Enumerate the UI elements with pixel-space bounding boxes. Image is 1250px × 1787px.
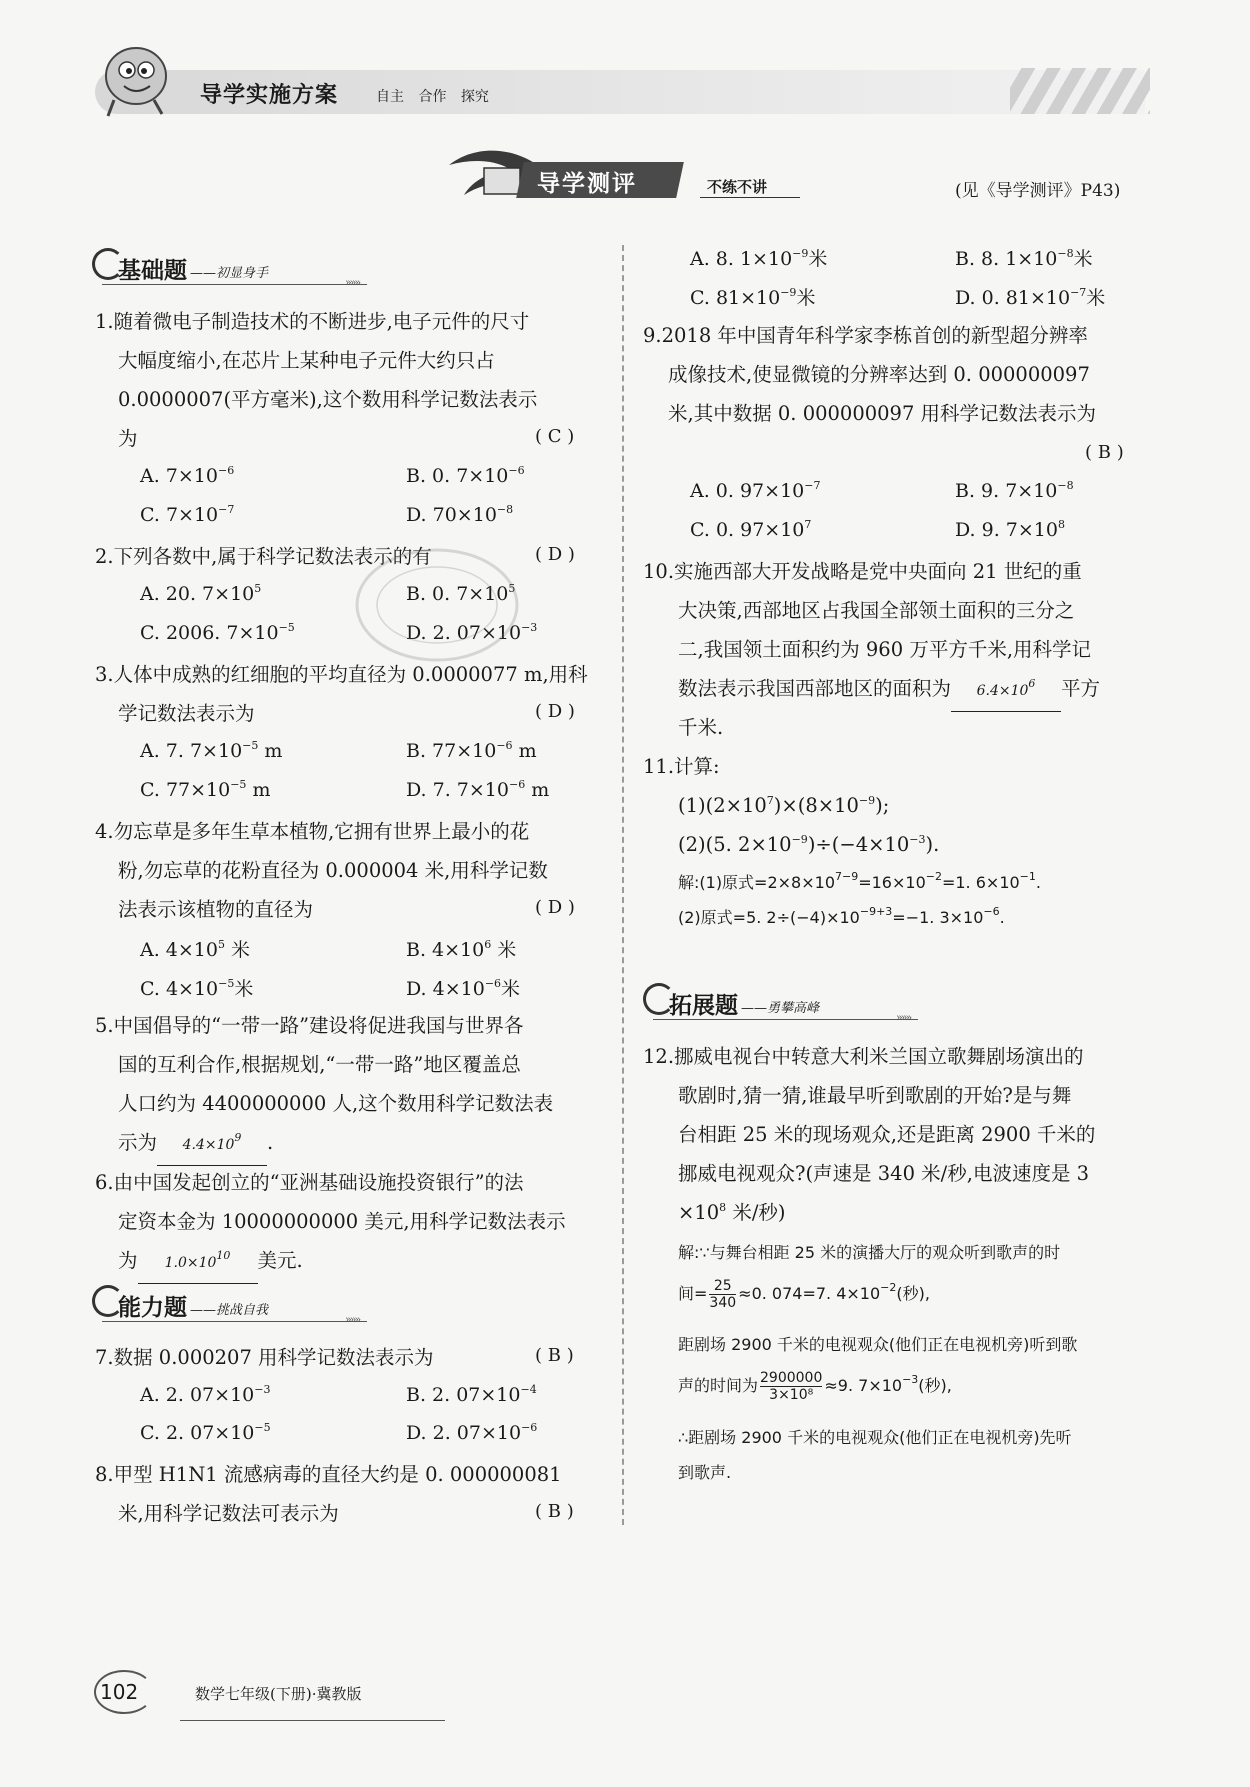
- q8-option-c: C. $81\times 10^{-9}$米: [690, 286, 816, 309]
- q9-option-a: A. 0. $97\times 10^{-7}$: [690, 479, 821, 502]
- section-ability-title: 能力题: [118, 1295, 187, 1321]
- q12-line4: 挪威电视观众?(声速是 340 米/秒,电波速度是 3: [678, 1162, 1090, 1185]
- q3-option-a: A. 7. $7\times 10^{-5}$ m: [140, 739, 283, 762]
- page-number: 102: [100, 1680, 139, 1704]
- section-extend-underline: [653, 1019, 918, 1020]
- q3-line1: 3.人体中成熟的红细胞的平均直径为 0.0000077 m,用科: [95, 663, 588, 686]
- section-ability-subtitle: ——挑战自我: [190, 1303, 269, 1318]
- q9-answer: ( B ): [1085, 442, 1124, 463]
- q1-line2: 大幅度缩小,在芯片上某种电子元件大约只占: [118, 349, 495, 372]
- q7-option-c: C. 2. $07\times 10^{-5}$: [140, 1421, 271, 1444]
- q5-line3: 人口约为 4400000000 人,这个数用科学记数法表: [118, 1092, 554, 1115]
- q8-option-b: B. 8. $1\times 10^{-8}$米: [955, 247, 1093, 270]
- section-arrow-icon: »»»: [896, 1011, 911, 1024]
- q4-option-b: B. $4\times 10^6$ 米: [406, 938, 517, 961]
- q9-option-c: C. 0. $97\times 10^7$: [690, 518, 812, 541]
- section-extend-subtitle: ——勇攀高峰: [741, 1001, 820, 1016]
- q4-line3: 法表示该植物的直径为: [118, 898, 314, 921]
- q4-answer: ( D ): [535, 897, 575, 918]
- q2-line1: 2.下列各数中,属于科学记数法表示的有: [95, 545, 432, 568]
- q9-option-b: B. 9. $7\times 10^{-8}$: [955, 479, 1074, 502]
- q12-solution5: ∴距剧场 2900 千米的电视观众(他们正在电视机旁)先听: [678, 1428, 1072, 1447]
- q11-line1: 11.计算:: [643, 755, 720, 778]
- q9-line2: 成像技术,使显微镜的分辨率达到 0. 000000097: [668, 363, 1090, 386]
- q8-line1: 8.甲型 H1N1 流感病毒的直径大约是 0. 000000081: [95, 1463, 562, 1486]
- q8-option-a: A. 8. $1\times 10^{-9}$米: [690, 247, 828, 270]
- q12-line5: $\times 10^8$ 米/秒): [678, 1201, 786, 1224]
- q11-solution2: (2)原式=5. $2\div(-4)\times 10^{-9+3}=-1$. $3\times 10^{-6}$.: [678, 905, 1005, 927]
- q12-solution2: 间= $\frac{25}{340}$ ≈0. 074=7. $4\times 10^{-2}$(秒),: [678, 1278, 930, 1311]
- section-basic-subtitle: ——初显身手: [190, 266, 269, 281]
- q1-option-b: B. 0. $7\times 10^{-6}$: [406, 464, 525, 487]
- q8-option-d: D. 0. $81\times 10^{-7}$米: [955, 286, 1106, 309]
- section-basic-underline: [102, 284, 367, 285]
- q4-line1: 4.勿忘草是多年生草本植物,它拥有世界上最小的花: [95, 820, 530, 843]
- q4-option-c: C. $4\times 10^{-5}$米: [140, 977, 254, 1000]
- q6-blank: $1.0\times 10^{10}$: [138, 1244, 258, 1284]
- banner-underline: [700, 197, 800, 198]
- q1-option-a: A. $7\times 10^{-6}$: [140, 464, 235, 487]
- q8-line2: 米,用科学记数法可表示为: [118, 1502, 339, 1525]
- header-stripes: [1010, 68, 1150, 114]
- q2-option-b: B. 0. $7\times 10^5$: [406, 582, 516, 605]
- q12-line1: 12.挪威电视台中转意大利米兰国立歌舞剧场演出的: [643, 1045, 1084, 1068]
- q11-part2: (2)(5. $2\times 10^{-9})\div(-4\times 10^{-3})$.: [678, 833, 940, 856]
- q12-line2: 歌剧时,猜一猜,谁最早听到歌剧的开始?是与舞: [678, 1084, 1072, 1107]
- q11-part1: $(1)(2\times 10^7)\times(8\times 10^{-9})$;: [678, 794, 890, 817]
- q10-blank: $6.4\times 10^6$: [951, 672, 1061, 712]
- q1-line1: 1.随着微电子制造技术的不断进步,电子元件的尺寸: [95, 310, 530, 333]
- q6-line3: 为 $1.0\times 10^{10}$ 美元.: [118, 1241, 303, 1284]
- q5-line1: 5.中国倡导的“一带一路”建设将促进我国与世界各: [95, 1014, 524, 1037]
- q12-solution3: 距剧场 2900 千米的电视观众(他们正在电视机旁)听到歌: [678, 1335, 1078, 1354]
- header-subtitle: 自主 合作 探究: [376, 89, 489, 105]
- q11-solution1: 解:(1)原式$=2\times 8\times 10^{7-9}=16\times 10^{-2}=1$. $6\times 10^{-1}$.: [678, 870, 1041, 892]
- q1-option-d: D. $70\times 10^{-8}$: [406, 503, 514, 526]
- q9-line1: 9.2018 年中国青年科学家李栋首创的新型超分辨率: [643, 324, 1088, 347]
- q7-option-a: A. 2. $07\times 10^{-3}$: [140, 1383, 271, 1406]
- section-ability-underline: [102, 1321, 367, 1322]
- q12-solution4: 声的时间为 $\frac{2900000}{\text{3×10⁸}}$ ≈9. $7\times 10^{-3}$(秒),: [678, 1370, 952, 1403]
- q10-line4: 数法表示我国西部地区的面积为 $6.4\times 10^6$ 平方: [678, 669, 1100, 712]
- banner-reference: (见《导学测评》P43): [955, 181, 1121, 201]
- mascot-icon: [96, 38, 178, 120]
- q9-option-d: D. 9. $7\times 10^8$: [955, 518, 1065, 541]
- q7-option-d: D. 2. $07\times 10^{-6}$: [406, 1421, 538, 1444]
- q2-option-c: C. 2006. $7\times 10^{-5}$: [140, 621, 295, 644]
- q3-option-c: C. $77\times 10^{-5}$ m: [140, 778, 271, 801]
- q7-answer: ( B ): [535, 1345, 574, 1366]
- q10-line3: 二,我国领土面积约为 960 万平方千米,用科学记: [678, 638, 1092, 661]
- q1-option-c: C. $7\times 10^{-7}$: [140, 503, 235, 526]
- banner-subtitle: 不练不讲: [707, 178, 768, 196]
- column-divider: [622, 245, 624, 1525]
- q6-line2: 定资本金为 10000000000 美元,用科学记数法表示: [118, 1210, 566, 1233]
- q10-line2: 大决策,西部地区占我国全部领土面积的三分之: [678, 599, 1075, 622]
- q5-line4: 示为 $4.4\times 10^9$ .: [118, 1123, 273, 1166]
- q12-solution6: 到歌声.: [678, 1463, 732, 1482]
- q4-option-d: D. $4\times 10^{-6}$米: [406, 977, 521, 1000]
- header-title: 导学实施方案: [200, 83, 339, 108]
- q2-option-a: A. 20. $7\times 10^5$: [140, 582, 262, 605]
- q10-line1: 10.实施西部大开发战略是党中央面向 21 世纪的重: [643, 560, 1082, 583]
- q1-answer: ( C ): [535, 426, 575, 447]
- q1-line4: 为: [118, 427, 138, 450]
- q2-answer: ( D ): [535, 544, 575, 565]
- q9-line3: 米,其中数据 0. 000000097 用科学记数法表示为: [668, 402, 1097, 425]
- q4-option-a: A. $4\times 10^5$ 米: [140, 938, 251, 961]
- q5-line2: 国的互利合作,根据规划,“一带一路”地区覆盖总: [118, 1053, 521, 1076]
- watermark-stamp: [352, 545, 522, 665]
- q6-line1: 6.由中国发起创立的“亚洲基础设施投资银行”的法: [95, 1171, 524, 1194]
- q1-line3: 0.0000007(平方毫米),这个数用科学记数法表示: [118, 388, 538, 411]
- footer-book-title: 数学七年级(下册)·冀教版: [195, 1685, 362, 1703]
- q12-line3: 台相距 25 米的现场观众,还是距离 2900 千米的: [678, 1123, 1096, 1146]
- q3-answer: ( D ): [535, 701, 575, 722]
- q4-line2: 粉,勿忘草的花粉直径为 0.000004 米,用科学记数: [118, 859, 548, 882]
- q3-option-d: D. 7. $7\times 10^{-6}$ m: [406, 778, 550, 801]
- section-extend-title: 拓展题: [669, 993, 738, 1019]
- q2-option-d: D. 2. $07\times 10^{-3}$: [406, 621, 538, 644]
- q10-line5: 千米.: [678, 716, 724, 739]
- q5-blank: $4.4\times 10^9$: [157, 1126, 267, 1166]
- banner-title: 导学测评: [537, 171, 637, 197]
- q3-option-b: B. $77\times 10^{-6}$ m: [406, 739, 537, 762]
- q8-answer: ( B ): [535, 1501, 574, 1522]
- section-basic-title: 基础题: [118, 258, 187, 284]
- section-arrow-icon: »»»: [345, 276, 360, 289]
- q7-line1: 7.数据 0.000207 用科学记数法表示为: [95, 1346, 434, 1369]
- footer-underline: [180, 1720, 445, 1721]
- section-arrow-icon: »»»: [345, 1313, 360, 1326]
- q3-line2: 学记数法表示为: [118, 702, 255, 725]
- q7-option-b: B. 2. $07\times 10^{-4}$: [406, 1383, 537, 1406]
- q12-solution1: 解:∵与舞台相距 25 米的演播大厅的观众听到歌声的时: [678, 1243, 1061, 1262]
